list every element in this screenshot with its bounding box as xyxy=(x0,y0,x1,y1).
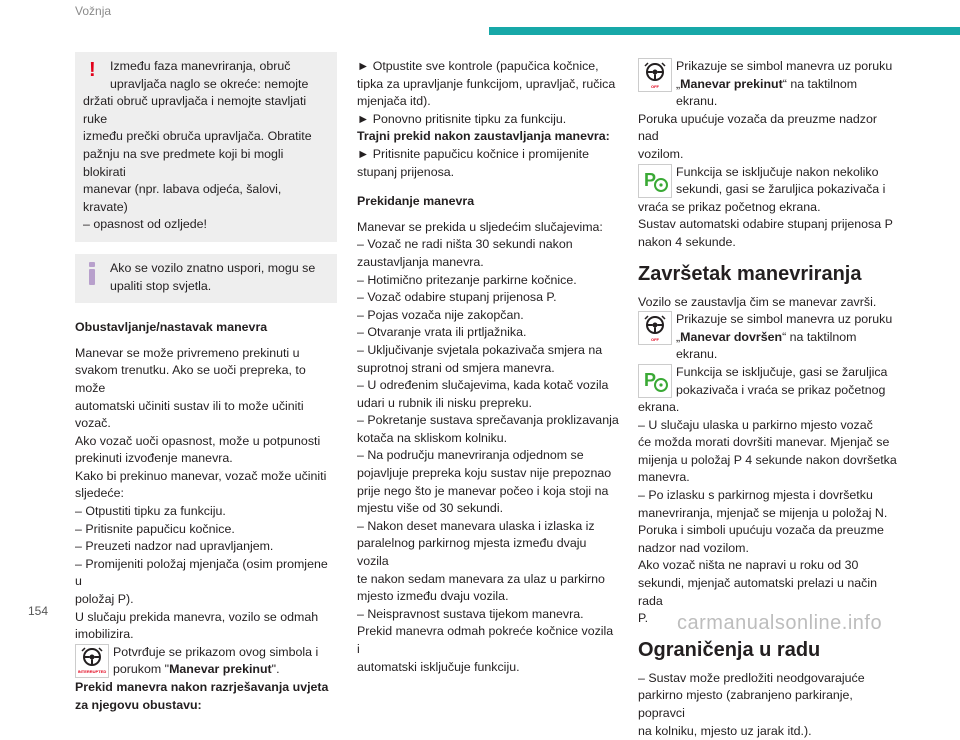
text-line: ekrana. xyxy=(638,400,680,415)
text-line: manevriranja, mjenjač se mijenja u položaj N. xyxy=(638,505,888,520)
column-1 xyxy=(75,52,337,714)
block2-rest xyxy=(638,199,900,252)
limits-text xyxy=(638,670,900,740)
block3-l2a: „ xyxy=(676,329,681,344)
warning-note xyxy=(75,52,337,242)
icon-text-2b: Manevar prekinut xyxy=(169,662,272,677)
text-line: Manevar se može privremeno prekinuti u xyxy=(75,345,300,360)
off-label: OFF xyxy=(651,83,659,89)
text-line: Sustav automatski odabire stupanj prijenosa P xyxy=(638,217,893,232)
text-line: nadzor nad vozilom. xyxy=(638,540,749,555)
text-line: – Nakon deset manevara ulaska i izlaska iz xyxy=(357,518,595,533)
block1-line-1: Prikazuje se simbol manevra uz poruku xyxy=(676,59,893,73)
text-line: sekundi, mjenjač automatski prelazi u način rada xyxy=(638,576,877,608)
steering-interrupted-icon xyxy=(75,644,109,678)
text-line: ► Ponovno pritisnite tipku za funkciju. xyxy=(357,111,567,126)
text-line: – U određenim slučajevima, kada kotač vozila xyxy=(357,378,609,393)
text-line: – U slučaju ulaska u parkirno mjesto vozač xyxy=(638,417,873,432)
warning-icon: ! xyxy=(89,59,96,81)
off-label-2: OFF xyxy=(651,336,659,342)
warning-line: manevar (npr. labava odjeća, šalovi, kravate) xyxy=(83,182,282,214)
text-line: kotača na skliskom kolniku. xyxy=(357,430,508,445)
interrupted-label: INTERRUPTED xyxy=(77,669,107,675)
text-line: manevra. xyxy=(638,470,690,485)
text-line: mjestu više od 30 sekundi. xyxy=(357,501,504,516)
text-line: imobilizira. xyxy=(75,627,134,642)
bold-line-2: za njegovu obustavu: xyxy=(75,697,202,712)
text-line: – Uključivanje svjetala pokazivača smjera na xyxy=(357,342,603,357)
text-line: – Pritisnite papučicu kočnice. xyxy=(75,521,235,536)
text-line: udari u rubnik ili nisku prepreku. xyxy=(357,395,532,410)
text-line: zaustavljanja manevra. xyxy=(357,254,484,269)
text-line: ► Otpustite sve kontrole (papučica kočnice, xyxy=(357,59,599,73)
icon-text-2a: porukom " xyxy=(113,662,170,677)
text-line: mjenjača itd). xyxy=(357,94,431,109)
warning-line: – opasnost od ozljede! xyxy=(83,217,207,232)
off-icon-row-2 xyxy=(638,311,900,364)
icon-text-2c: ". xyxy=(271,662,280,677)
end-intro: Vozilo se zaustavlja čim se manevar završi. xyxy=(638,294,877,309)
bold-line-1: Prekid manevra nakon razrješavanja uvjeta xyxy=(75,680,329,694)
text-line: paralelnog parkirnog mjesta između dvaju vozila xyxy=(357,536,587,569)
text-line: – Otvaranje vrata ili prtljažnika. xyxy=(357,325,527,340)
text-line: automatski isključuje funkciju. xyxy=(357,659,520,674)
text-line: – Pokretanje sustava sprečavanja proklizavanja xyxy=(357,413,619,428)
text-line: – Pojas vozača nije zakopčan. xyxy=(357,307,524,322)
text-line: mijenja u položaj P 4 sekunde nakon dovršetka xyxy=(638,452,897,467)
heading-interrupting: Prekidanje manevra xyxy=(357,194,475,209)
text-line: svakom trenutku. Ako se uoči prepreka, to može xyxy=(75,363,306,395)
resume-steps xyxy=(357,58,619,128)
text-line: pojavljuje prepreka koju sustav nije prepoznao xyxy=(357,466,612,481)
text-line: vozilom. xyxy=(638,146,684,161)
info-note xyxy=(75,254,337,303)
block1-l2a: „ xyxy=(676,76,681,91)
suspend-text xyxy=(75,345,337,644)
text-line: P. xyxy=(638,611,649,626)
text-line: ► Pritisnite papučicu kočnice i promijenite xyxy=(357,146,589,161)
text-line: prekinuti izvođenje manevra. xyxy=(75,451,233,466)
text-line: – Neispravnost sustava tijekom manevra. xyxy=(357,606,584,621)
text-line: prije nego što je manevar počeo i koja stoji na xyxy=(357,483,609,498)
block4-rest xyxy=(638,399,900,628)
text-line: – Preuzeti nadzor nad upravljanjem. xyxy=(75,539,274,554)
svg-text:P: P xyxy=(644,369,657,390)
text-line: suprotnoj strani od smjera manevra. xyxy=(357,360,555,375)
heading-limits: Ograničenja u radu xyxy=(638,638,821,661)
text-line: – Na području manevriranja odjednom se xyxy=(357,448,584,463)
park-icon-row-2 xyxy=(638,364,900,399)
block1-l2b: Manevar prekinut xyxy=(680,76,783,91)
text-line: – Sustav može predložiti neodgovarajuće xyxy=(638,670,865,685)
text-line: te nakon sedam manevara za ulaz u parkirno xyxy=(357,571,605,586)
section-header: Vožnja xyxy=(75,4,112,18)
text-line: Manevar se prekida u sljedećim slučajevima: xyxy=(357,219,603,234)
text-line: vraća se prikaz početnog ekrana. xyxy=(638,199,821,214)
interrupting-text xyxy=(357,219,619,676)
text-line: Prekid manevra odmah pokreće kočnice vozila i xyxy=(357,624,614,656)
text-line: Ako vozač uoči opasnost, može u potpunosti xyxy=(75,433,321,448)
block2-line-1: Funkcija se isključuje nakon nekoliko xyxy=(676,164,879,179)
block4-line-2: pokazivača i vraća se prikaz početnog xyxy=(676,382,886,397)
park-assist-icon-2 xyxy=(638,364,672,398)
text-line: mjesto između dvaju vozila. xyxy=(357,589,509,604)
text-line: – Po izlasku s parkirnog mjesta i dovršetku xyxy=(638,488,873,503)
text-line: će možda morati dovršiti manevar. Mjenjač se xyxy=(638,435,890,450)
text-line: Kako bi prekinuo manevar, vozač može učiniti xyxy=(75,468,327,483)
column-2 xyxy=(357,58,619,676)
text-line: – Otpustiti tipku za funkciju. xyxy=(75,504,226,519)
header-accent-bar xyxy=(489,27,960,35)
text-line: nakon 4 sekunde. xyxy=(638,234,736,249)
warning-line: između prečki obruča upravljača. Obratite xyxy=(83,129,312,144)
park-assist-icon xyxy=(638,164,672,198)
text-line: sljedeće: xyxy=(75,486,124,501)
block3-l2c: “ na taktilnom ekranu. xyxy=(676,329,857,362)
text-line: Ako vozač ništa ne napravi u roku od 30 xyxy=(638,558,859,573)
text-line: stupanj prijenosa. xyxy=(357,164,455,179)
text-line: Poruka i simboli upućuju vozača da preuzme xyxy=(638,523,884,538)
icon-text-2 xyxy=(113,661,337,679)
text-line: – Vozač odabire stupanj prijenosa P. xyxy=(357,290,557,305)
block3-line-1: Prikazuje se simbol manevra uz poruku xyxy=(676,312,893,327)
off-icon-row-1 xyxy=(638,58,900,111)
block1-l2c: “ na taktilnom ekranu. xyxy=(676,76,858,109)
steering-off-icon xyxy=(638,58,672,92)
text-line: – Promijeniti položaj mjenjača (osim promjene u xyxy=(75,556,328,589)
block4-line-1: Funkcija se isključuje, gasi se žaruljica xyxy=(676,364,888,379)
park-icon-row-1 xyxy=(638,164,900,199)
info-icon xyxy=(89,262,95,284)
warning-line-1: Između faza manevriranja, obruč xyxy=(110,59,291,73)
text-line: na kolniku, mjesto uz jarak itd.). xyxy=(638,723,812,738)
warning-text-rest xyxy=(83,76,329,234)
text-line: – Vozač ne radi ništa 30 sekundi nakon xyxy=(357,237,573,252)
info-line-2: upaliti stop svjetla. xyxy=(110,278,212,293)
watermark: carmanualsonline.info xyxy=(677,612,883,634)
page-number: 154 xyxy=(28,604,49,618)
info-line-1: Ako se vozilo znatno uspori, mogu se xyxy=(110,260,316,275)
interrupted-icon-row xyxy=(75,644,337,679)
warning-line: držati obruč upravljača i nemojte stavljati ruke xyxy=(83,94,307,126)
block1-rest xyxy=(638,111,900,164)
block3-line-2 xyxy=(676,329,900,364)
block2-line-2: sekundi, gasi se žaruljica pokazivača i xyxy=(676,182,886,197)
block3-l2b: Manevar dovršen xyxy=(680,329,783,344)
text-line: automatski učiniti sustav ili to može učiniti vozač. xyxy=(75,398,304,431)
heading-end-manoeuvre: Završetak manevriranja xyxy=(638,262,862,285)
warning-line: pažnju na sve predmete koji bi mogli blokirati xyxy=(83,146,284,179)
warning-line: upravljača naglo se okreće: nemojte xyxy=(110,76,309,91)
icon-text-1: Potvrđuje se prikazom ovog simbola i xyxy=(113,644,319,659)
permanent-stop-heading: Trajni prekid nakon zaustavljanja manevra: xyxy=(357,129,610,144)
column-3 xyxy=(638,58,900,740)
text-line: – Hotimično pritezanje parkirne kočnice. xyxy=(357,272,577,287)
text-line: tipka za upravljanje funkcijom, upravljač, ručica xyxy=(357,76,616,91)
permanent-stop-steps xyxy=(357,146,619,181)
svg-text:P: P xyxy=(644,169,657,190)
steering-off-icon-2 xyxy=(638,311,672,345)
text-line: parkirno mjesto (zabranjeno parkiranje, popravci xyxy=(638,688,853,720)
text-line: U slučaju prekida manevra, vozilo se odmah xyxy=(75,609,319,624)
text-line: Poruka upućuje vozača da preuzme nadzor nad xyxy=(638,111,878,144)
block1-line-2 xyxy=(676,76,900,111)
heading-suspend-resume: Obustavljanje/nastavak manevra xyxy=(75,320,268,335)
text-line: položaj P). xyxy=(75,592,134,607)
